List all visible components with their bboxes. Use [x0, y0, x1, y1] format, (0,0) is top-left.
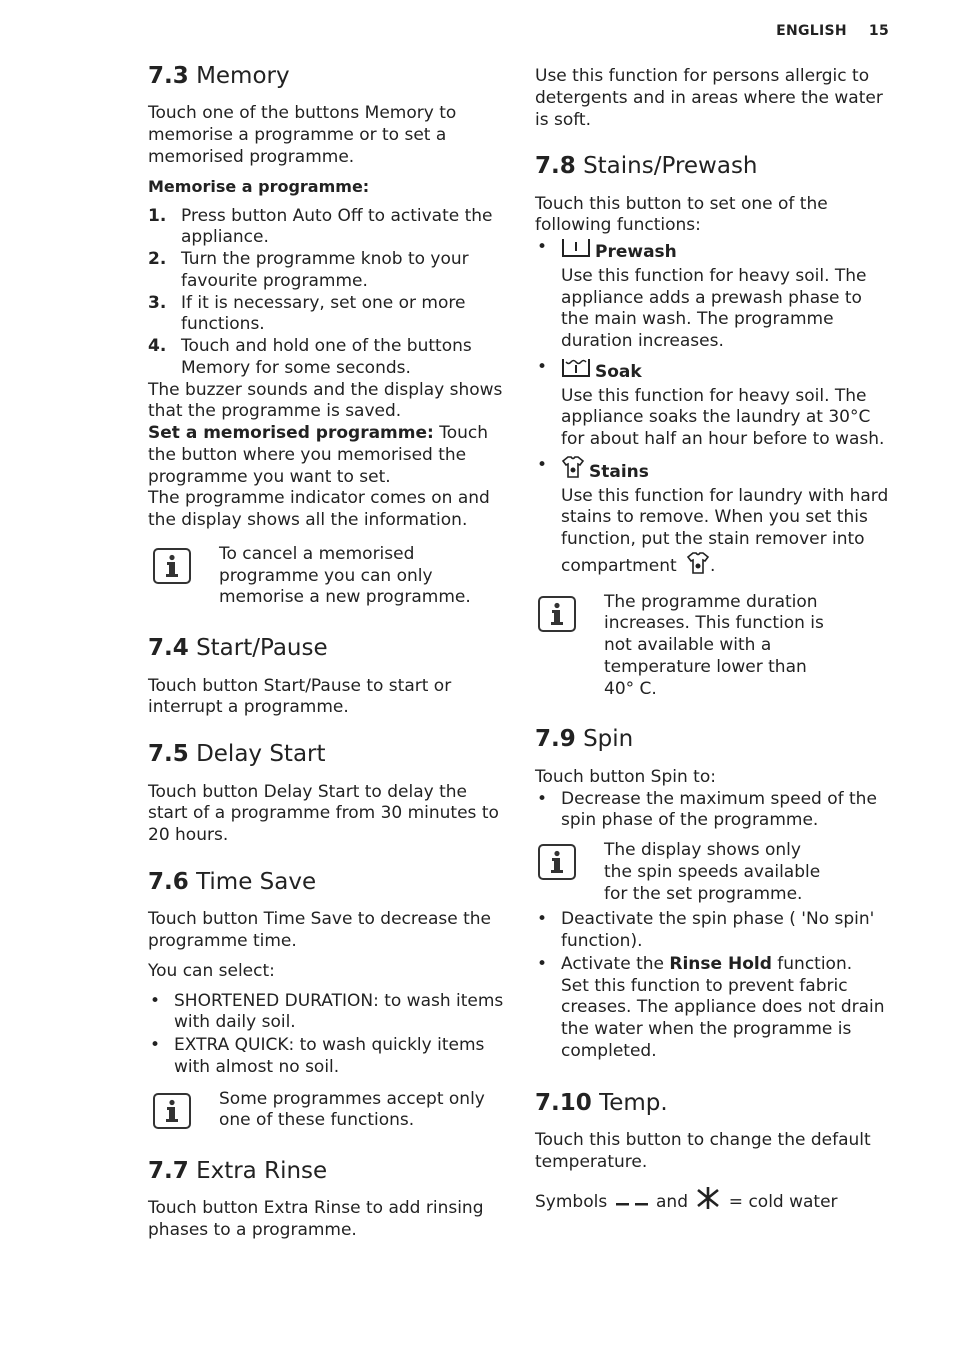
temp-text: Touch this button to change the default temperature. [535, 1130, 871, 1172]
temp-symbols-line: Symbols and = cold water [535, 1186, 890, 1217]
soak-icon [561, 357, 591, 386]
section-spin-heading: 7.9 Spin [535, 726, 634, 753]
list-item: • SHORTENED DURATION: to wash items with daily soil. [150, 990, 504, 1033]
stains-prewash-options [535, 237, 890, 582]
section-stains-prewash-heading: 7.8 Stains/Prewash [535, 153, 758, 180]
spin-options-continued [535, 909, 890, 1062]
stains-icon [561, 455, 585, 486]
step-item: 2. Turn the programme knob to your favourite programme. [148, 249, 469, 291]
section-memory-heading: 7.3 Memory [148, 63, 290, 89]
memory-subheading: Memorise a programme: [148, 176, 370, 196]
spin-options [535, 789, 890, 833]
section-extra-rinse-heading: 7.7 Extra Rinse [148, 1158, 328, 1184]
time-save-info-note: Some programmes accept only one of these functions. [148, 1089, 506, 1133]
memory-intro: Touch one of the buttons Memory to memorise a programme or to set a memorised programme. [148, 103, 457, 167]
section-time-save-heading: 7.6 Time Save [148, 868, 317, 895]
stains-prewash-info-note: The programme duration increases. This function is not available with a temperature lower than 40° C. [535, 592, 890, 701]
memory-indicator-text: The programme indicator comes on and the display shows all the information. [148, 488, 490, 531]
spin-info-note: The display shows only the spin speeds available for the set programme. [535, 840, 890, 905]
stains-prewash-intro: Touch this button to set one of the following functions: [535, 193, 828, 236]
info-icon [153, 548, 191, 584]
list-item: • EXTRA QUICK: to wash quickly items with almost no soil. [150, 1035, 485, 1077]
info-icon [538, 844, 576, 880]
prewash-icon [561, 237, 591, 266]
step-item: 4. Touch and hold one of the buttons Memory for some seconds. [148, 336, 472, 378]
list-item: • Prewash Use this function for heavy soil. The appliance adds a prewash phase to the main wash. The programme duration increases. [537, 237, 867, 352]
section-temp-heading: 7.10 Temp. [535, 1089, 668, 1116]
info-icon [538, 596, 576, 632]
memory-steps [148, 206, 506, 380]
spin-intro: Touch button Spin to: [535, 766, 716, 787]
header-language: ENGLISH [776, 23, 847, 39]
list-item: • Stains Use this function for laundry with hard stains to remove. When you set this function, put the stain remover into compartment . [535, 455, 890, 582]
list-item: • Soak Use this function for heavy soil. The appliance soaks the laundry at 30°C for about half an hour before to wash. [537, 356, 885, 450]
cold-water-icon [695, 1186, 721, 1217]
memory-info-note: To cancel a memorised programme you can only memorise a new programme. [148, 544, 506, 609]
left-column [148, 63, 506, 1242]
right-column [535, 66, 890, 1216]
stains-compartment-icon [686, 551, 710, 582]
info-icon [153, 1093, 191, 1129]
step-item: 1. Press button Auto Off to activate the appliance. [148, 205, 493, 248]
start-pause-text: Touch button Start/Pause to start or interrupt a programme. [148, 675, 452, 718]
section-start-pause-heading: 7.4 Start/Pause [148, 635, 328, 662]
time-save-text: Touch button Time Save to decrease the programme time. [148, 909, 491, 951]
time-save-select: You can select: [148, 960, 275, 981]
delay-start-text: Touch button Delay Start to delay the start of a programme from 30 minutes to 20 hours. [148, 781, 499, 846]
step-item: 3. If it is necessary, set one or more functions. [148, 292, 466, 335]
list-item: • Deactivate the spin phase ( 'No spin' function). [537, 909, 875, 952]
memory-after-steps: The buzzer sounds and the display shows that the programme is saved. [148, 379, 503, 422]
list-item: • Activate the Rinse Hold function. Set this function to prevent fabric creases. The appliance does not drain the water when the programme is completed. [537, 953, 885, 1061]
dash-dash-icon [615, 1194, 649, 1216]
section-delay-start-heading: 7.5 Delay Start [148, 741, 326, 768]
time-save-options [148, 991, 506, 1079]
list-item: • Decrease the maximum speed of the spin phase of the programme. [537, 788, 877, 831]
extra-rinse-continued: Use this function for persons allergic to detergents and in areas where the water is soft. [535, 66, 883, 130]
page-header [776, 23, 889, 39]
page-number: 15 [868, 23, 889, 39]
extra-rinse-text: Touch button Extra Rinse to add rinsing phases to a programme. [148, 1198, 484, 1241]
memory-set-paragraph: Set a memorised programme: Touch the button where you memorised the programme you want to set. [148, 423, 489, 487]
